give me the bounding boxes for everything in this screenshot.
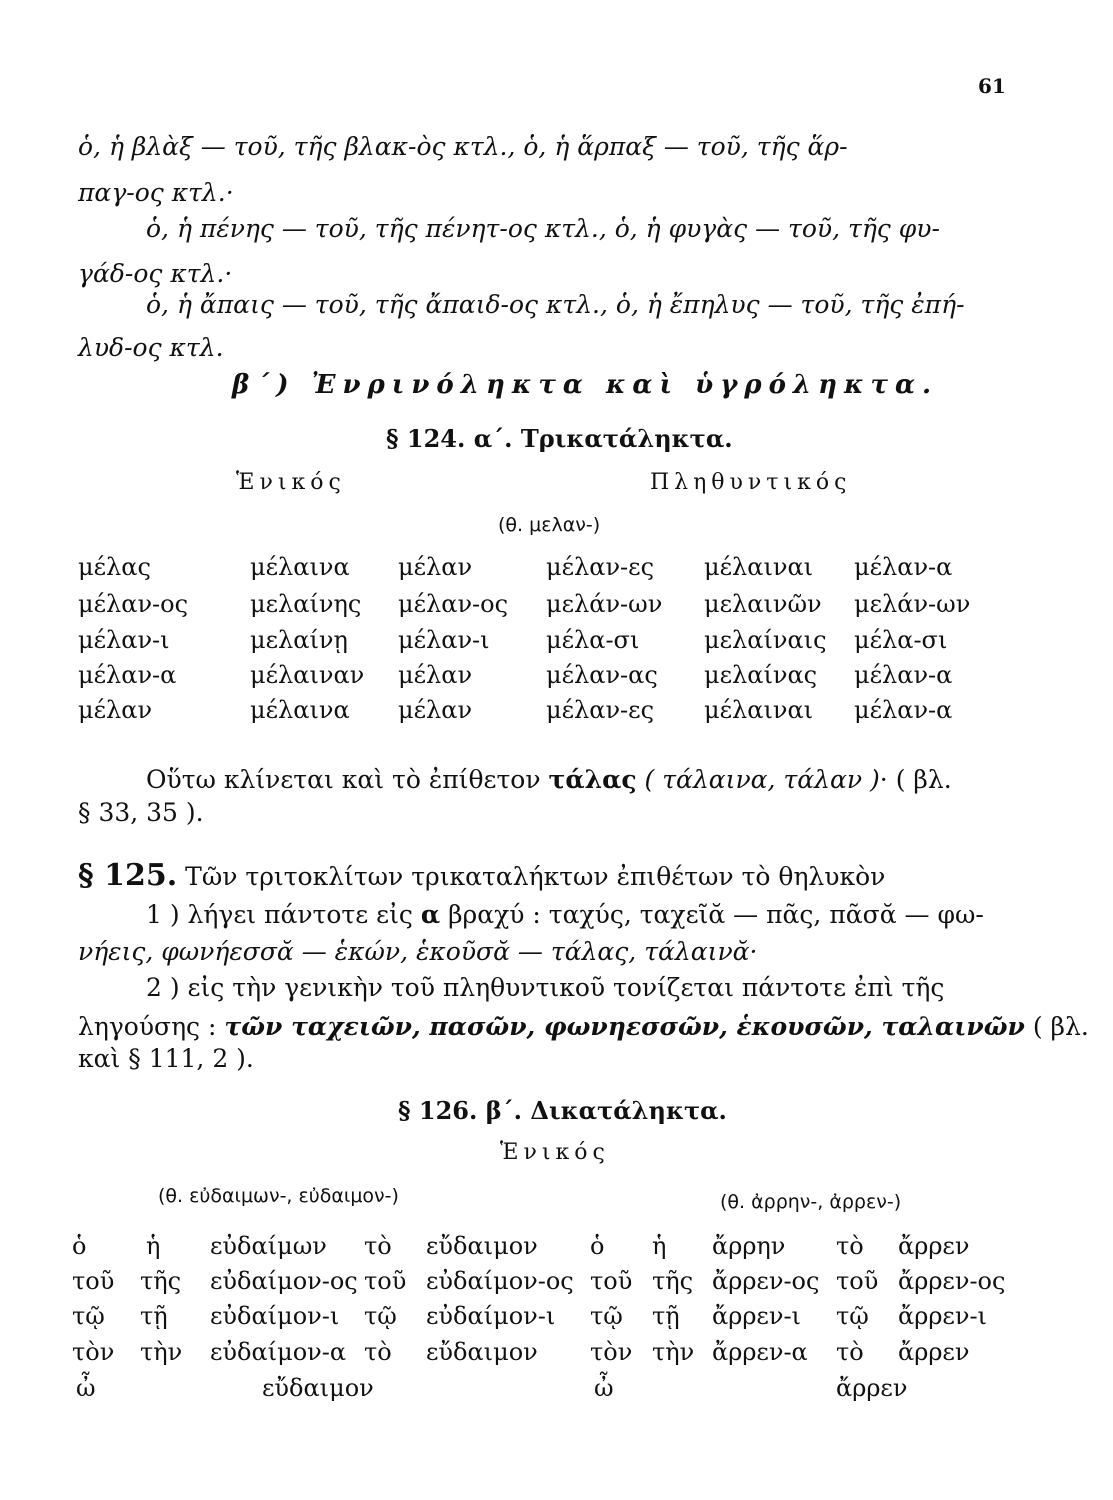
intro-line-6: λυδ-ος κτλ. <box>78 333 224 362</box>
table-cell: τὸ <box>364 1338 392 1366</box>
s125-line-1 <box>78 858 885 893</box>
table-cell: μέλα-σι <box>854 626 948 654</box>
table-cell: μελαινῶν <box>704 590 822 618</box>
s124-singular-label: Ἑνικός <box>236 470 346 495</box>
table-cell: ὁ <box>72 1232 87 1260</box>
s125-line-4: 2 ) εἰς τὴν γενικὴν τοῦ πληθυντικοῦ τονίζεται πάντοτε ἐπὶ τῆς <box>146 973 945 1002</box>
table-cell: τῆς <box>652 1267 694 1295</box>
table-cell: τὴν <box>652 1338 695 1366</box>
table-cell: ὦ <box>76 1374 96 1402</box>
s125-line-2 <box>146 900 984 929</box>
table-cell: ἄρρεν-α <box>712 1338 808 1366</box>
s125-text: Τῶν τριτοκλίτων τρικαταλήκτων ἐπιθέτων τὸ θηλυκὸν <box>185 862 886 891</box>
table-cell: μελαίναις <box>704 626 827 654</box>
section-b-heading: β΄) Ἐνρινόληκτα καὶ ὑγρόληκτα. <box>232 370 939 400</box>
table-cell: τῇ <box>652 1302 680 1330</box>
table-cell: τοῦ <box>364 1267 407 1295</box>
note-word-talas: τάλας <box>548 765 637 794</box>
table-cell: μέλαν-ι <box>78 626 170 654</box>
table-cell: μέλα-σι <box>546 626 640 654</box>
s125-genitive-examples: τῶν ταχειῶν, πασῶν, φωνηεσσῶν, ἑκουσῶν, ταλαινῶν <box>224 1012 1025 1041</box>
table-cell: μελαίνης <box>250 590 362 618</box>
table-cell: τοῦ <box>590 1267 633 1295</box>
table-cell: τῇ <box>140 1302 168 1330</box>
table-cell: τὸ <box>836 1232 864 1260</box>
s126-stem-left: (θ. εὐδαιμων-, εὐδαιμον-) <box>158 1185 399 1207</box>
table-cell: ἄρρεν <box>898 1232 970 1260</box>
table-cell: εὐδαίμον-ι <box>210 1302 340 1330</box>
table-cell: μέλαν <box>398 661 473 689</box>
note-forms: ( τάλαινα, τάλαν ) <box>644 765 880 794</box>
table-cell: ἄρρεν <box>836 1374 908 1402</box>
table-cell: μέλαν-α <box>78 661 177 689</box>
table-cell: τὸ <box>364 1232 392 1260</box>
intro-line-5: ὁ, ἡ ἄπαις — τοῦ, τῆς ἄπαιδ-ος κτλ., ὁ, ἡ ἔπηλυς — τοῦ, τῆς ἐπή- <box>146 290 965 319</box>
table-cell: μέλαιναν <box>250 661 365 689</box>
s125-ending-label: ληγούσης : <box>78 1012 217 1041</box>
table-cell: εὐδαίμον-ος <box>210 1267 358 1295</box>
table-cell: μέλαν <box>398 553 473 581</box>
table-cell: μέλαν-α <box>854 661 953 689</box>
table-cell: μέλαν-ος <box>78 590 189 618</box>
s125-ref: ( βλ. <box>1032 1012 1089 1041</box>
s126-stem-right: (θ. ἀρρην-, ἀρρεν-) <box>720 1191 902 1213</box>
s125-rule-1: 1 ) λήγει πάντοτε εἰς <box>146 900 413 929</box>
intro-line-3: ὁ, ἡ πένης — τοῦ, τῆς πένητ-ος κτλ., ὁ, ἡ φυγὰς — τοῦ, τῆς φυ- <box>146 214 940 243</box>
table-cell: μέλαν-ες <box>546 696 655 724</box>
table-cell: εὔδαιμον <box>426 1232 538 1260</box>
table-cell: τῷ <box>72 1302 105 1330</box>
table-cell: τῆς <box>140 1267 182 1295</box>
table-cell: μελαίνας <box>704 661 818 689</box>
table-cell: μελαίνῃ <box>250 626 348 654</box>
table-cell: μέλαν <box>398 696 473 724</box>
intro-line-1: ὁ, ἡ βλὰξ — τοῦ, τῆς βλακ-ὸς κτλ., ὁ, ἡ ἅρπαξ — τοῦ, τῆς ἅρ- <box>78 132 848 161</box>
table-cell: τὸν <box>72 1338 115 1366</box>
s125-line-6: καὶ § 111, 2 ). <box>78 1044 254 1073</box>
table-cell: τὸ <box>836 1338 864 1366</box>
table-cell: τῷ <box>590 1302 623 1330</box>
table-cell: τὴν <box>140 1338 183 1366</box>
table-cell: εὐδαίμον-ος <box>426 1267 574 1295</box>
note-ref: · ( βλ. <box>879 765 952 794</box>
table-cell: εὐδαίμον-ι <box>426 1302 556 1330</box>
table-cell: τοῦ <box>836 1267 879 1295</box>
s125-examples: βραχύ : ταχύς, ταχεῖᾰ — πᾶς, πᾶσᾰ — φω- <box>448 900 984 929</box>
page-number: 61 <box>978 74 1006 98</box>
table-cell: μέλας <box>78 553 151 581</box>
table-cell: μέλαν-ι <box>398 626 490 654</box>
table-cell: τοῦ <box>72 1267 115 1295</box>
note-text: Οὕτω κλίνεται καὶ τὸ ἐπίθετον <box>146 765 541 794</box>
table-cell: ἄρρεν <box>898 1338 970 1366</box>
table-cell: μέλαν-ος <box>398 590 509 618</box>
s124-plural-label: Πληθυντικός <box>650 470 852 495</box>
table-cell: μέλαν-α <box>854 696 953 724</box>
table-cell: μέλαιναι <box>704 696 814 724</box>
table-cell: μέλαιναι <box>704 553 814 581</box>
intro-line-2: παγ-ος κτλ.· <box>78 178 234 207</box>
table-cell: εὔδαιμον <box>262 1374 374 1402</box>
table-cell: ἄρρεν-ος <box>898 1267 1006 1295</box>
table-cell: τὸν <box>590 1338 633 1366</box>
s125-letter-alpha: α <box>420 900 441 929</box>
s126-heading: § 126. β΄. Δικατάληκτα. <box>398 1096 727 1125</box>
table-cell: μέλαν-ες <box>546 553 655 581</box>
s124-note-ref: § 33, 35 ). <box>78 798 204 827</box>
s125-line-3: νήεις, φωνήεσσᾰ — ἑκών, ἑκοῦσᾰ — τάλας, τάλαινᾰ· <box>78 937 758 966</box>
table-cell: ὦ <box>594 1374 614 1402</box>
s124-note <box>146 765 952 794</box>
table-cell: ἄρρεν-ος <box>712 1267 820 1295</box>
table-cell: ἄρρην <box>712 1232 786 1260</box>
intro-line-4: γάδ-ος κτλ.· <box>78 259 233 288</box>
table-cell: τῷ <box>364 1302 397 1330</box>
table-cell: μελάν-ων <box>546 590 663 618</box>
table-cell: ὁ <box>590 1232 605 1260</box>
s126-singular-label: Ἑνικός <box>500 1140 610 1165</box>
s125-line-5 <box>78 1012 1089 1041</box>
table-cell: ἡ <box>146 1232 161 1260</box>
table-cell: τῷ <box>836 1302 869 1330</box>
s124-heading: § 124. α΄. Τρικατάληκτα. <box>386 424 733 453</box>
table-cell: εὐδαίμον-α <box>210 1338 347 1366</box>
table-cell: ἄρρεν-ι <box>712 1302 801 1330</box>
table-cell: μέλαν-α <box>854 553 953 581</box>
s124-stem: (θ. μελαν-) <box>498 514 601 536</box>
table-cell: εὔδαιμον <box>426 1338 538 1366</box>
table-cell: εὐδαίμων <box>210 1232 327 1260</box>
table-cell: μέλαν <box>78 696 153 724</box>
table-cell: μέλαινα <box>250 553 350 581</box>
table-cell: μέλαινα <box>250 696 350 724</box>
table-cell: μελάν-ων <box>854 590 971 618</box>
s125-number: § 125. <box>78 858 178 893</box>
table-cell: μέλαν-ας <box>546 661 658 689</box>
table-cell: ἄρρεν-ι <box>898 1302 987 1330</box>
table-cell: ἡ <box>652 1232 667 1260</box>
